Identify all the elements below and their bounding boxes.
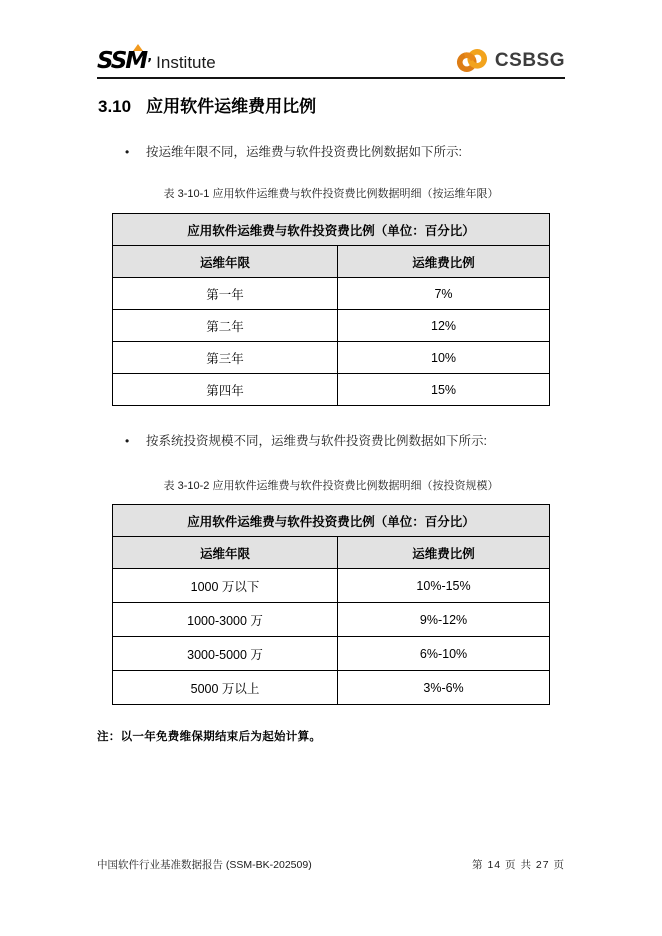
section-title: 应用软件运维费用比例 xyxy=(146,97,317,116)
ssm-letters: SSM xyxy=(97,47,147,74)
row-label: 第二年 xyxy=(113,310,338,342)
column-header-ratio: 运维费比例 xyxy=(338,537,550,569)
row-value: 7% xyxy=(338,278,550,310)
table-caption-1: 表 3-10-1 应用软件运维费与软件投资费比例数据明细（按运维年限） xyxy=(163,188,499,200)
bullet-text: 按运维年限不同，运维费与软件投资费比例数据如下所示: xyxy=(146,145,462,159)
page-footer xyxy=(97,857,565,872)
table-row xyxy=(113,569,550,603)
ssm-institute-text: Institute xyxy=(156,52,216,72)
page-header xyxy=(97,48,565,73)
row-value: 10%-15% xyxy=(338,569,550,603)
ssm-institute-logo xyxy=(97,48,216,74)
row-value: 10% xyxy=(338,342,550,374)
table-title: 应用软件运维费与软件投资费比例（单位：百分比） xyxy=(113,214,550,246)
row-label: 第一年 xyxy=(113,278,338,310)
bullet-text: 按系统投资规模不同，运维费与软件投资费比例数据如下所示: xyxy=(146,434,487,448)
row-value: 6%-10% xyxy=(338,637,550,671)
column-header-years: 运维年限 xyxy=(113,537,338,569)
column-header-ratio: 运维费比例 xyxy=(338,246,550,278)
section-number: 3.10 xyxy=(98,97,132,116)
maintenance-fee-by-year-table xyxy=(112,213,550,406)
row-label: 5000 万以上 xyxy=(113,671,338,705)
row-value: 15% xyxy=(338,374,550,406)
csbsg-rings-icon xyxy=(455,47,490,74)
csbsg-logo xyxy=(455,47,565,74)
table-caption-2: 表 3-10-2 应用软件运维费与软件投资费比例数据明细（按投资规模） xyxy=(163,480,499,492)
table-row xyxy=(113,637,550,671)
table-header-row xyxy=(113,537,550,569)
row-label: 第三年 xyxy=(113,342,338,374)
row-value: 12% xyxy=(338,310,550,342)
section-heading xyxy=(98,95,565,119)
table-row xyxy=(113,278,550,310)
table-title-row xyxy=(113,214,550,246)
row-value: 3%-6% xyxy=(338,671,550,705)
bullet-item-by-scale xyxy=(125,434,565,449)
table-row xyxy=(113,671,550,705)
ssm-trademark-tick: ’ xyxy=(147,56,151,72)
table-title: 应用软件运维费与软件投资费比例（单位：百分比） xyxy=(113,505,550,537)
row-label: 3000-5000 万 xyxy=(113,637,338,671)
bullet-item-by-year xyxy=(125,145,565,160)
footnote-text: 注：以一年免费维保期结束后为起始计算。 xyxy=(97,731,322,743)
column-header-years: 运维年限 xyxy=(113,246,338,278)
table-header-row xyxy=(113,246,550,278)
header-divider-line xyxy=(97,77,565,79)
row-label: 1000-3000 万 xyxy=(113,603,338,637)
table-row xyxy=(113,310,550,342)
bullet-marker: • xyxy=(125,434,130,448)
ssm-triangle-icon xyxy=(133,44,143,51)
row-label: 第四年 xyxy=(113,374,338,406)
table-row xyxy=(113,342,550,374)
ssm-wordmark xyxy=(97,48,150,74)
row-label: 1000 万以下 xyxy=(113,569,338,603)
table-row xyxy=(113,374,550,406)
footer-page-number: 第 14 页 共 27 页 xyxy=(472,859,565,871)
row-value: 9%-12% xyxy=(338,603,550,637)
table-title-row xyxy=(113,505,550,537)
bullet-marker: • xyxy=(125,145,130,159)
csbsg-text: CSBSG xyxy=(494,49,565,71)
footer-report-title: 中国软件行业基准数据报告 (SSM-BK-202509) xyxy=(97,859,312,871)
table-row xyxy=(113,603,550,637)
maintenance-fee-by-scale-table xyxy=(112,504,550,705)
